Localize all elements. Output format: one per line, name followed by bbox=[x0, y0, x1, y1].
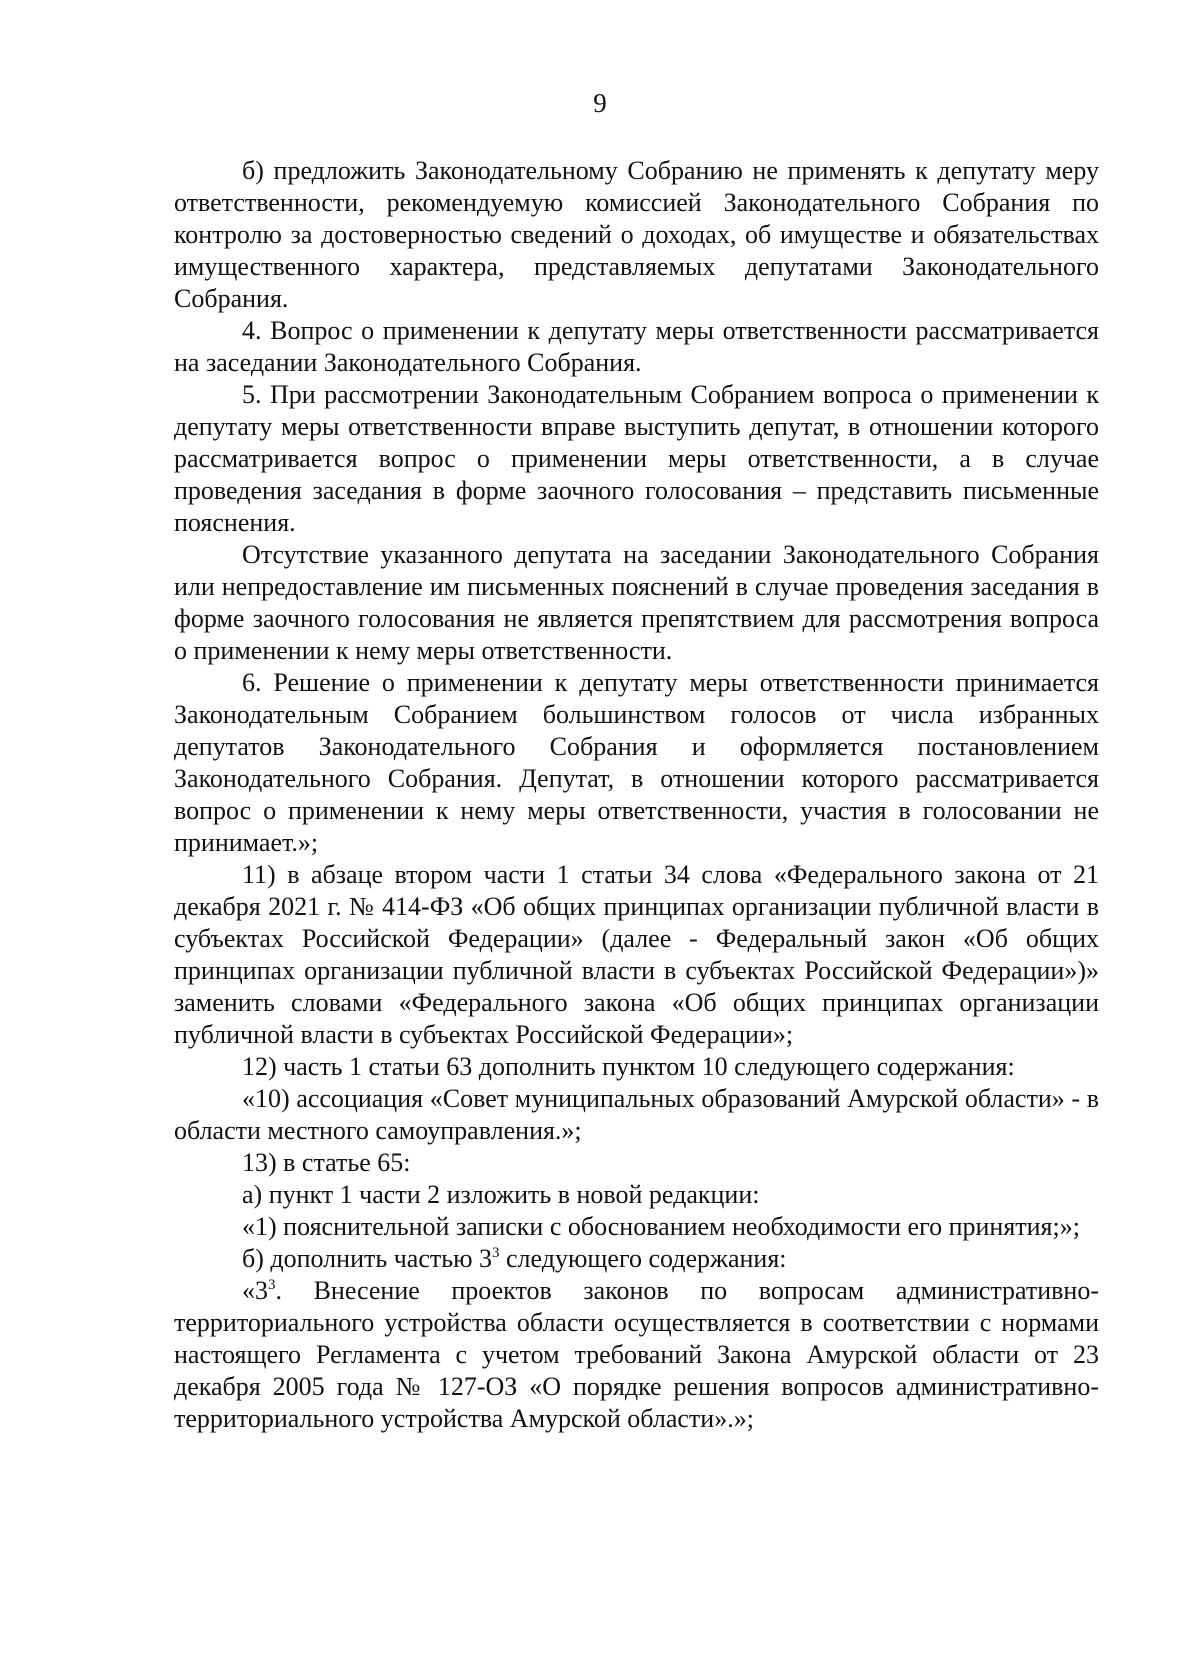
paragraph-item-13-b-suffix: следующего содержания: bbox=[499, 1244, 787, 1273]
paragraph-quote-3-3 bbox=[174, 1275, 1099, 1435]
paragraph-item-13-a: а) пункт 1 части 2 изложить в новой редакции: bbox=[242, 1180, 760, 1209]
paragraph-quote-3-3-text: . Внесение проектов законов по вопросам административно-территориального устройства области осуществляется в соответствии с нормами настоящего Регламента с учетом требований Закона Амурской области от 23 декабря 2005 года № 127-ОЗ «О порядке решения вопросов административно-территориального устройства Амурской области».»; bbox=[174, 1276, 1099, 1433]
paragraph-item-6: 6. Решение о применении к депутату меры ответственности принимается Законодательным Собранием большинством голосов от числа избранных депутатов Законодательного Собрания и оформляется постановлением Законодательного Собрания. Депутат, в отношении которого рассматривается вопрос о применении к нему меры ответственности, участия в голосовании не принимает.»; bbox=[174, 668, 1099, 857]
paragraph-quote-3-3-prefix: «3 bbox=[242, 1276, 268, 1305]
paragraph-item-13-b-prefix: б) дополнить частью 3 bbox=[242, 1244, 493, 1273]
paragraph-b-propose: б) предложить Законодательному Собранию не применять к депутату меру ответственности, рекомендуемую комиссией Законодательного Собрания по контролю за достоверностью сведений о доходах, об имуществе и обязательствах имущественного характера, представляемых депутатами Законодательного Собрания. bbox=[174, 156, 1099, 313]
page-number: 9 bbox=[593, 88, 607, 118]
superscript-3: 3 bbox=[492, 1245, 500, 1261]
paragraph-absence: Отсутствие указанного депутата на заседании Законодательного Собрания или непредоставление им письменных пояснений в случае проведения заседания в форме заочного голосования не является препятствием для рассмотрения вопроса о применении к нему меры ответственности. bbox=[174, 540, 1099, 665]
paragraph-item-4: 4. Вопрос о применении к депутату меры ответственности рассматривается на заседании Законодательного Собрания. bbox=[174, 316, 1099, 377]
paragraph-item-11: 11) в абзаце втором части 1 статьи 34 слова «Федерального закона от 21 декабря 2021 г. № 414-ФЗ «Об общих принципах организации публичной власти в субъектах Российской Федерации» (далее - Федеральный закон «Об общих принципах организации публичной власти в субъектах Российской Федерации»)» заменить словами «Федерального закона «Об общих принципах организации публичной власти в субъектах Российской Федерации»; bbox=[174, 860, 1099, 1049]
paragraph-quote-1: «1) пояснительной записки с обоснованием необходимости его принятия;»; bbox=[242, 1212, 1080, 1241]
superscript-3: 3 bbox=[268, 1277, 276, 1293]
paragraph-item-12: 12) часть 1 статьи 63 дополнить пунктом 10 следующего содержания: bbox=[242, 1052, 1015, 1081]
document-body bbox=[174, 155, 1099, 1435]
paragraph-item-13: 13) в статье 65: bbox=[242, 1148, 411, 1177]
paragraph-item-13-b bbox=[174, 1243, 1099, 1275]
paragraph-quote-10: «10) ассоциация «Совет муниципальных образований Амурской области» - в области местного самоуправления.»; bbox=[174, 1084, 1099, 1145]
paragraph-item-5: 5. При рассмотрении Законодательным Собранием вопроса о применении к депутату меры ответственности вправе выступить депутат, в отношении которого рассматривается вопрос о применении меры ответственности, а в случае проведения заседания в форме заочного голосования – представить письменные пояснения. bbox=[174, 380, 1099, 537]
